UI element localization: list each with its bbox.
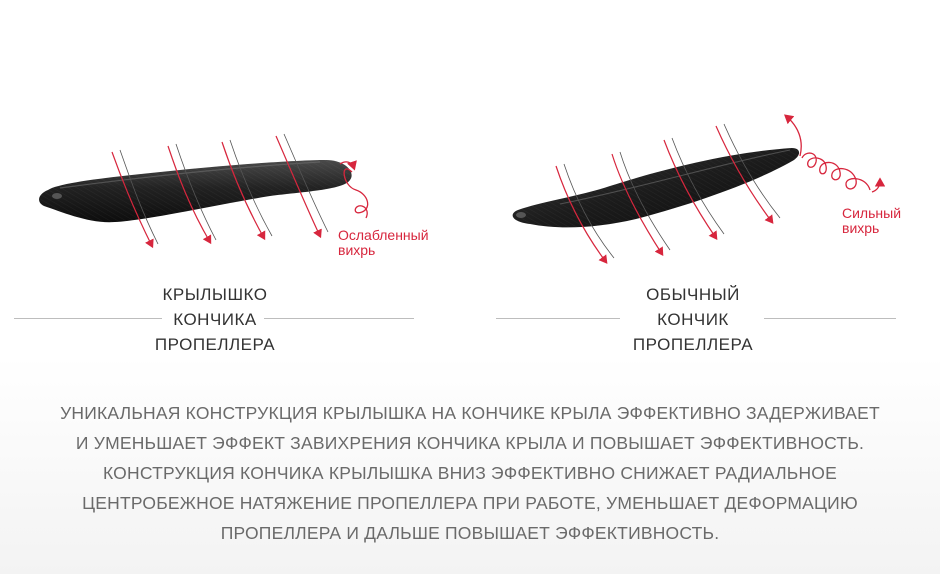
winglet-caption xyxy=(150,282,280,357)
description-text xyxy=(40,398,900,548)
weak-vortex-label xyxy=(338,228,429,258)
strong-vortex-label xyxy=(842,206,901,236)
winglet-caption-line-1: КРЫЛЫШКО xyxy=(162,285,268,304)
description-line-4: ЦЕНТРОБЕЖНОЕ НАТЯЖЕНИЕ ПРОПЕЛЛЕРА ПРИ РАБОТЕ, УМЕНЬШАЕТ ДЕФОРМАЦИЮ xyxy=(82,493,858,513)
description-line-2: И УМЕНЬШАЕТ ЭФФЕКТ ЗАВИХРЕНИЯ КОНЧИКА КРЫЛА И ПОВЫШАЕТ ЭФФЕКТИВНОСТЬ. xyxy=(75,433,865,453)
normal-tip-caption-line-1: ОБЫЧНЫЙ xyxy=(646,285,740,304)
right-divider-left xyxy=(496,318,620,319)
normal-tip-caption-line-2: КОНЧИК xyxy=(657,310,729,329)
description-line-1: УНИКАЛЬНАЯ КОНСТРУКЦИЯ КРЫЛЫШКА НА КОНЧИКЕ КРЫЛА ЭФФЕКТИВНО ЗАДЕРЖИВАЕТ xyxy=(60,403,880,423)
normal-propeller-blade xyxy=(513,148,799,227)
strong-vortex-label-line-2: вихрь xyxy=(842,220,880,236)
left-divider-right xyxy=(264,318,414,319)
description-line-5: ПРОПЕЛЛЕРА И ДАЛЬШЕ ПОВЫШАЕТ ЭФФЕКТИВНОСТЬ. xyxy=(220,523,720,543)
weak-vortex-label-line-1: Ослабленный xyxy=(338,227,429,243)
weak-vortex-icon xyxy=(340,162,368,218)
right-divider-right xyxy=(764,318,896,319)
normal-tip-caption-line-3: ПРОПЕЛЛЕРА xyxy=(632,335,754,354)
weak-vortex-label-line-2: вихрь xyxy=(338,242,376,258)
strong-vortex-icon xyxy=(786,116,880,192)
left-divider-left xyxy=(14,318,162,319)
winglet-propeller-blade xyxy=(39,160,352,222)
normal-tip-caption xyxy=(628,282,758,357)
description-line-3: КОНСТРУКЦИЯ КОНЧИКА КРЫЛЫШКА ВНИЗ ЭФФЕКТИВНО СНИЖАЕТ РАДИАЛЬНОЕ xyxy=(102,463,837,483)
winglet-caption-line-2: КОНЧИКА xyxy=(173,310,257,329)
winglet-caption-line-3: ПРОПЕЛЛЕРА xyxy=(154,335,276,354)
strong-vortex-label-line-1: Сильный xyxy=(842,205,902,221)
